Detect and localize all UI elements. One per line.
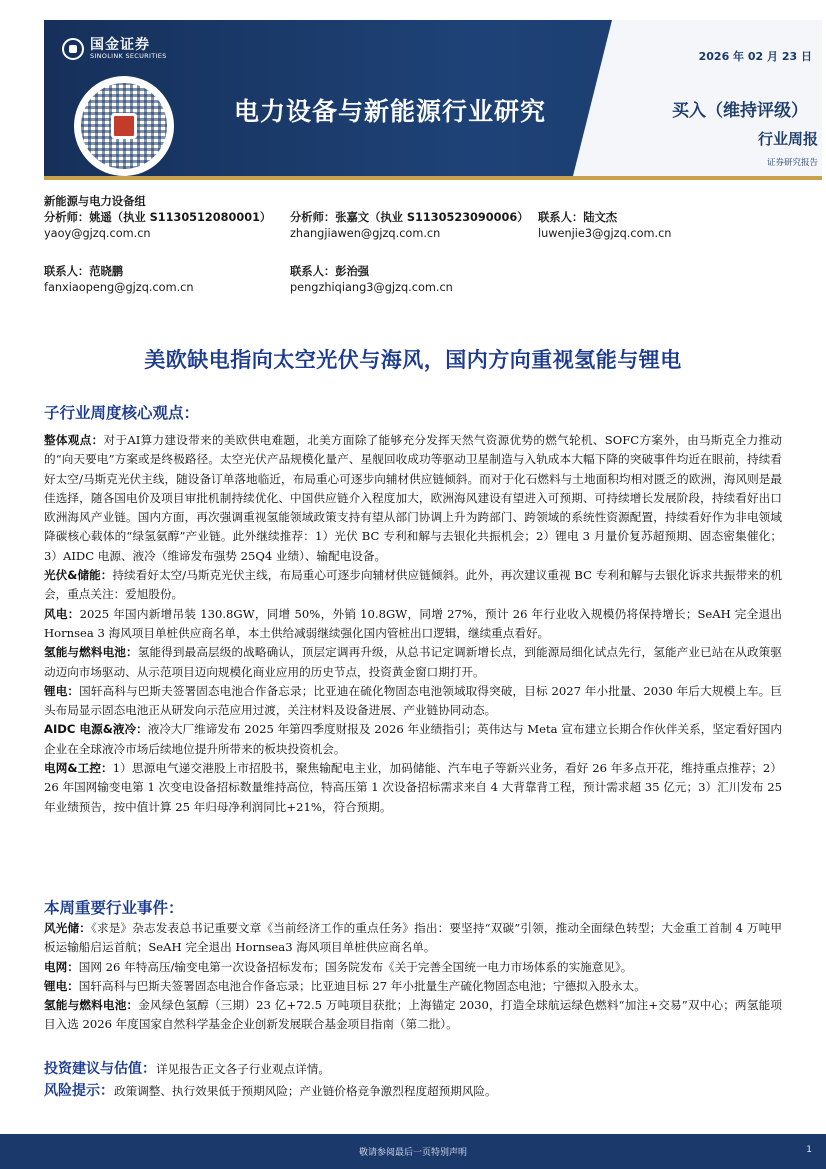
paragraph-text: 《求是》杂志发表总书记重要文章《当前经济工作的重点任务》指出：要坚持“双碳”引领，推动全面绿色转型；大金重工首制 4 万吨甲板运输船启运首航；SeAH 完全退出 Hornsea3 海风项目单桩供应商名单。 xyxy=(44,921,782,955)
paragraph-key: 风电： xyxy=(44,606,80,621)
contact-name: 联系人：范晓鹏 xyxy=(44,265,124,278)
contact-email[interactable]: fanxiaopeng@gjzq.com.cn xyxy=(44,281,194,294)
paragraph-text: 液冷大厂维谛发布 2025 年第四季度财报及 2026 年业绩指引；英伟达与 Meta 宣布建立长期合作伙伴关系，坚定看好国内企业在全球液冷市场后续地位提升所带来的板块投资机会。 xyxy=(44,722,782,756)
report-date: 2026 年 02 月 23 日 xyxy=(698,50,812,63)
paragraph-key: 氢能与燃料电池： xyxy=(44,645,138,660)
paragraph-text: 金风绿色氢醇（三期）23 亿+72.5 万吨项目获批；上海锚定 2030，打造全球航运绿色燃料“加注+交易”双中心；两氢能项目入选 2026 年度国家自然科学基金企业创新发展联合基金项目指南（第二批）。 xyxy=(44,998,782,1032)
report-title: 电力设备与新能源行业研究 xyxy=(234,97,547,126)
report-headline: 美欧缺电指向太空光伏与海风，国内方向重视氢能与锂电 xyxy=(144,348,682,372)
paragraph-key: 整体观点： xyxy=(44,433,104,447)
report-subtype: 证券研究报告 xyxy=(766,158,818,168)
banner-accent-stripe xyxy=(44,176,822,180)
contact-name: 联系人：陆文杰 xyxy=(538,211,618,224)
risk-warning xyxy=(44,1080,497,1100)
paragraph-key: 光伏&储能： xyxy=(44,568,113,583)
investment-advice-label: 投资建议与估值： xyxy=(44,1061,156,1077)
paragraph-text: 持续看好太空/马斯克光伏主线，布局重心可逐步向辅材供应链倾斜。此外，再次建议重视 BC 专利和解与去银化诉求共振带来的机会，重点关注：爱旭股份。 xyxy=(44,568,782,602)
contact-email[interactable]: pengzhiqiang3@gjzq.com.cn xyxy=(290,281,453,294)
paragraph xyxy=(44,431,782,566)
paragraph-text: 2025 年国内新增吊装 130.8GW，同增 50%，外销 10.8GW，同增 27%，预计 26 年行业收入规模仍将保持增长；SeAH 完全退出 Hornsea 3 海风项目单桩供应商名单，本土供给减弱继续强化国内管桩出口逻辑，继续重点看好。 xyxy=(44,606,782,640)
paragraph xyxy=(44,605,782,644)
paragraph-key: 电网： xyxy=(44,959,79,974)
investment-advice xyxy=(44,1058,330,1078)
paragraph-key: 锂电： xyxy=(44,683,80,698)
core-views-body xyxy=(44,431,782,817)
paragraph-key: 风光储： xyxy=(44,921,91,935)
paragraph xyxy=(44,643,782,682)
analyst-email-row xyxy=(44,226,784,242)
paragraph-text: 1）思源电气递交港股上市招股书，聚焦输配电主业，加码储能、汽车电子等新兴业务，看好 26 年多点开花，维持重点推荐；2）26 年国网输变电第 1 次变电设备招标数量维持高位，特高压第 1 次设备招标需求来自 4 大背靠背工程，预计需求超 35 亿元；3）汇川发布 25 年业绩预告，按中值计算 25 年归母净利润同比+21%，符合预期。 xyxy=(44,761,782,814)
company-logo xyxy=(62,38,167,61)
analyst-row xyxy=(44,210,784,226)
logo-name-cn: 国金证券 xyxy=(90,37,150,53)
logo-icon xyxy=(62,38,84,60)
paragraph-key: AIDC 电源&液冷： xyxy=(44,722,148,737)
report-type: 行业周报 xyxy=(757,130,818,148)
section-title-core-views: 子行业周度核心观点： xyxy=(44,404,200,422)
analyst-name: 分析师：张嘉文（执业 S1130523090006） xyxy=(290,211,529,224)
paragraph xyxy=(44,919,782,958)
paragraph-key: 电网&工控： xyxy=(44,761,113,776)
page-number: 1 xyxy=(806,1145,812,1155)
analyst-block xyxy=(44,194,784,296)
paragraph-text: 国轩高科与巴斯夫签署固态电池合作备忘录；比亚迪目标 27 年小批量生产硫化物固态电池；宁德拟入股永太。 xyxy=(78,978,646,993)
risk-warning-text: 政策调整、执行效果低于预期风险；产业链价格竞争激烈程度超预期风险。 xyxy=(114,1084,497,1098)
page-footer xyxy=(0,1134,826,1169)
risk-warning-label: 风险提示： xyxy=(44,1083,114,1099)
contact-name: 联系人：彭治强 xyxy=(290,265,370,278)
paragraph-text: 对于AI算力建设带来的美欧供电难题，北美方面除了能够充分发挥天然气资源优势的燃气轮机、SOFC方案外，由马斯克全力推动的“向天要电”方案或是终极路径。太空光伏产品规模化量产、星舰回收成功等驱动卫星制造与入轨成本大幅下降的突破事件均近在眼前，持续看好太空/马斯克光伏主线，随设备订单落地临近，布局重心可逐步向辅材供应链倾斜。而对于化石燃料与土地面积均相对匮乏的欧洲，海风则是最佳选择，随各国电价及项目审批机制持续优化、中国供应链介入程度加大，欧洲海风建设有望进入可预期、可持续增长发展阶段，持续看好出口欧洲海风产业链。国内方面，再次强调重视氢能领域政策支持有望从部门协调上升为跨部门、跨领域的系统性资源配置，持续看好作为非电领域降碳核心载体的“绿氢氨醇”产业链。此外继续推荐：1）光伏 BC 专利和解与去银化共振机会；2）锂电 3 月量价复苏超预期、固态密集催化；3）AIDC 电源、液冷（维谛发布强势 25Q4 业绩）、输配电设备。 xyxy=(44,433,782,563)
paragraph-text: 国网 26 年特高压/输变电第一次设备招标发布；国务院发布《关于完善全国统一电力市场体系的实施意见》。 xyxy=(78,959,633,974)
team-name: 新能源与电力设备组 xyxy=(44,195,146,208)
contact-email[interactable]: luwenjie3@gjzq.com.cn xyxy=(538,227,672,240)
analyst-name: 分析师：姚遥（执业 S1130512080001） xyxy=(44,211,272,224)
analyst-email[interactable]: yaoy@gjzq.com.cn xyxy=(44,227,151,240)
paragraph-key: 氢能与燃料电池： xyxy=(44,998,139,1013)
paragraph xyxy=(44,566,782,605)
paragraph xyxy=(44,759,782,817)
qr-code-pattern xyxy=(81,83,167,169)
section-title-industry-events: 本周重要行业事件： xyxy=(44,899,184,917)
rating-label: 买入（维持评级） xyxy=(672,101,808,121)
paragraph-text: 氢能得到最高层级的战略确认，顶层定调再升级，从总书记定调新增长点，到能源局细化试点先行，氢能产业已站在从政策驱动迈向市场驱动、从示范项目迈向规模化商业应用的历史节点，投资黄金窗口期打开。 xyxy=(44,645,782,679)
paragraph xyxy=(44,977,782,996)
paragraph-text: 国轩高科与巴斯夫签署固态电池合作备忘录；比亚迪在硫化物固态电池领域取得突破，目标 2027 年小批量、2030 年后大规模上车。巨头布局显示固态电池正从研发向示范应用过渡，关注材料及设备进展、产业链协同动态。 xyxy=(44,683,782,718)
industry-events-body xyxy=(44,919,782,1035)
paragraph xyxy=(44,720,782,759)
contact-email-row xyxy=(44,280,784,296)
logo-name-en: SINOLINK SECURITIES xyxy=(90,52,167,61)
contact-row xyxy=(44,264,784,280)
banner-divider-shape xyxy=(572,20,612,180)
investment-advice-text: 详见报告正文各子行业观点详情。 xyxy=(156,1062,330,1076)
disclaimer-notice: 敬请参阅最后一页特别声明 xyxy=(358,1148,467,1158)
paragraph xyxy=(44,682,782,721)
analyst-email[interactable]: zhangjiawen@gjzq.com.cn xyxy=(290,227,441,240)
paragraph xyxy=(44,958,782,977)
paragraph-key: 锂电： xyxy=(44,978,79,993)
qr-center-logo-icon xyxy=(111,113,137,139)
paragraph xyxy=(44,996,782,1035)
qr-code xyxy=(74,76,174,176)
report-header-banner xyxy=(44,20,822,180)
